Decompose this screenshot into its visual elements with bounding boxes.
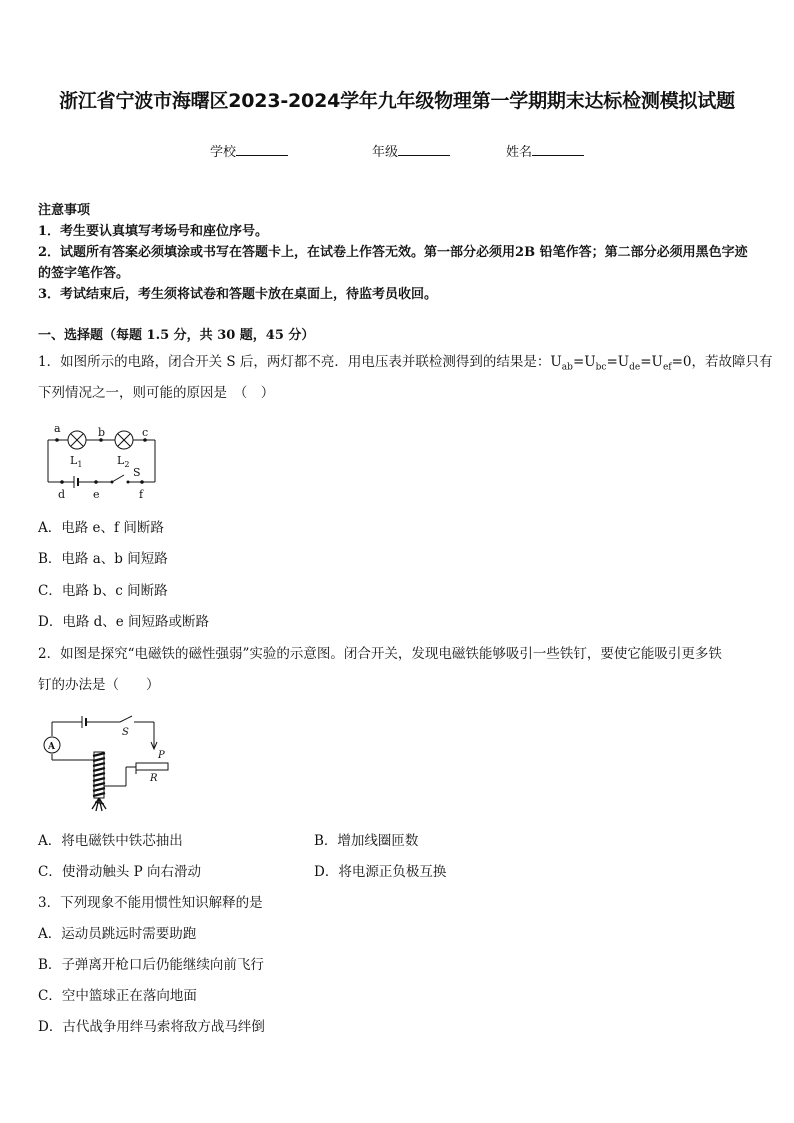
q1-stem-line1: 1．如图所示的电路，闭合开关 S 后，两灯都不亮．用电压表并联检测得到的结果是：$U_{ab}=U_{bc}=U_{de}=U_{ef}=0$，若故障只有 xyxy=(38,354,773,373)
label-f: f xyxy=(139,488,144,501)
note-item-2: 2．试题所有答案必须填涂或书写在答题卡上，在试卷上作答无效。第一部分必须用2B 铅笔作答；第二部分必须用黑色字迹的签字笔作答。 xyxy=(38,245,748,281)
q3-option-c[interactable]: C．空中篮球正在落向地面 xyxy=(38,988,197,1004)
grade-label: 年级 xyxy=(372,145,399,160)
label-L1: $L_1$ xyxy=(70,454,83,469)
name-field xyxy=(506,141,584,160)
q2-stem-line2: 钉的办法是（ ） xyxy=(38,677,160,693)
page-title: 浙江省宁波市海曙区2023-2024学年九年级物理第一学期期末达标检测模拟试题 xyxy=(59,90,735,112)
ammeter-label: A xyxy=(48,742,55,752)
label-a: a xyxy=(54,422,61,435)
note-item-1: 1．考生要认真填写考场号和座位序号。 xyxy=(38,224,269,239)
notes-heading: 注意事项 xyxy=(38,203,91,218)
q2-stem-line1: 2．如图是探究“电磁铁的磁性强弱”实验的示意图。闭合开关，发现电磁铁能够吸引一些铁钉，要使它能吸引更多铁 xyxy=(38,646,722,662)
section-heading: 一、选择题（每题 1.5 分，共 30 题，45 分） xyxy=(38,328,315,343)
school-label: 学校 xyxy=(210,145,237,160)
q1-stem-line2: 下列情况之一，则可能的原因是 （ ） xyxy=(38,385,275,401)
q2-option-a[interactable]: A．将电磁铁中铁芯抽出 xyxy=(38,833,183,849)
label-c: c xyxy=(142,426,149,439)
q3-option-b[interactable]: B．子弹离开枪口后仍能继续向前飞行 xyxy=(38,957,264,973)
grade-blank[interactable] xyxy=(398,143,450,156)
q1-option-d[interactable]: D．电路 d、e 间短路或断路 xyxy=(38,614,210,630)
q3-stem: 3．下列现象不能用惯性知识解释的是 xyxy=(38,895,263,911)
rheostat-label: R xyxy=(150,773,158,784)
q1-option-c[interactable]: C．电路 b、c 间断路 xyxy=(38,583,168,599)
name-blank[interactable] xyxy=(532,143,584,156)
q2-option-b[interactable]: B．增加线圈匝数 xyxy=(314,833,419,849)
school-field xyxy=(210,141,288,160)
switch-label: S xyxy=(122,727,129,738)
slider-label: P xyxy=(158,750,165,761)
q2-option-d[interactable]: D．将电源正负极互换 xyxy=(314,864,447,880)
label-d: d xyxy=(58,488,66,501)
label-S: S xyxy=(133,466,141,479)
grade-field xyxy=(372,141,450,160)
q2-option-c[interactable]: C．使滑动触头 P 向右滑动 xyxy=(38,864,201,880)
q3-option-a[interactable]: A．运动员跳远时需要助跑 xyxy=(38,926,197,942)
q1-circuit-figure xyxy=(40,420,170,502)
name-label: 姓名 xyxy=(506,145,533,160)
q3-option-d[interactable]: D．古代战争用绊马索将敌方战马绊倒 xyxy=(38,1019,265,1035)
q1-option-b[interactable]: B．电路 a、b 间短路 xyxy=(38,551,168,567)
label-e: e xyxy=(93,488,100,501)
q2-electromagnet-figure xyxy=(38,712,178,812)
label-L2: $L_2$ xyxy=(117,454,130,469)
note-item-3: 3．考试结束后，考生须将试卷和答题卡放在桌面上，待监考员收回。 xyxy=(38,287,438,302)
q1-option-a[interactable]: A．电路 e、f 间断路 xyxy=(38,520,164,536)
label-b: b xyxy=(98,426,106,439)
school-blank[interactable] xyxy=(236,143,288,156)
